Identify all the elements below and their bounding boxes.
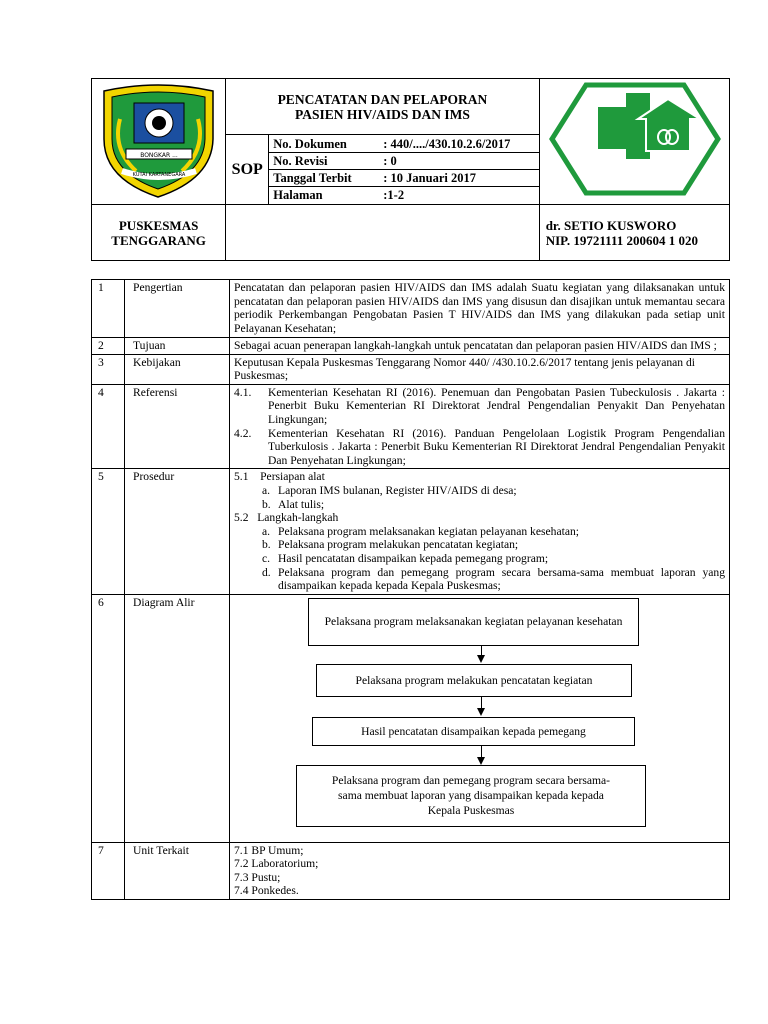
puskesmas-logo-cell [539,79,729,205]
document-field-value: :1-2 [383,188,405,203]
reference-item [234,386,725,427]
document-title-line1: PENCATATAN DAN PELAPORAN [277,91,488,107]
sop-body-table [91,279,730,900]
row-number: 5 [92,469,125,594]
list-item: 7.4 Ponkedes. [234,884,299,898]
emblem-motto-top: BONGKAR ... [140,152,178,159]
organization-location: TENGGARANG [111,232,206,248]
emblem-motto-bottom: KUTAI KARTANEGARA [132,172,186,178]
document-field-key: Halaman [273,188,323,203]
row-number: 4 [92,384,125,469]
section-number: 5.2 [234,511,249,525]
reference-number: 4.2. [234,426,252,440]
row-number: 2 [92,338,125,355]
table-row [92,384,730,469]
list-marker: b. [262,538,271,552]
procedure-cell [230,469,730,594]
regency-emblem-icon [92,79,225,199]
list-text: Alat tulis; [278,497,325,511]
signer-name: dr. SETIO KUSWORO [545,217,677,233]
purpose-text: Sebagai acuan penerapan langkah-langkah untuk pencatatan dan pelaporan pasien HIV/AIDS dan IMS ; [230,338,730,355]
document-title-line2: PASIEN HIV/AIDS DAN IMS [294,106,470,122]
document-fields [269,136,538,203]
reference-text: Kementerian Kesehatan RI (2016). Penemuan dan Pengobatan Pasien Tubeckulosis . Jakarta : Penerbit Buku Kementerian RI Direktorat Jendral Pengendalian Penyakit Dan Penyehatan Lingkungan; [268,385,725,426]
document-field-key: No. Revisi [273,154,328,169]
table-row [92,354,730,384]
reference-number: 4.1. [234,385,252,399]
section-title: Persiapan alat [260,470,325,484]
sop-header [91,78,730,261]
section-title: Langkah-langkah [257,511,339,525]
table-row [92,469,730,594]
flow-step-3 [312,717,635,746]
list-item [234,552,725,566]
reference-item [234,427,725,468]
list-item [234,525,725,539]
list-text: Pelaksana program melaksanakan kegiatan pelayanan kesehatan; [278,524,579,538]
signer-nip: NIP. 19721111 200604 1 020 [545,232,698,248]
reference-cell [230,384,730,469]
flow-step-2 [316,664,632,697]
list-marker: d. [262,565,271,579]
section-number: 5.1 [234,470,249,484]
flow-step-4 [296,765,646,827]
puskesmas-logo-icon [540,79,729,199]
list-marker: a. [262,483,271,497]
list-text: Laporan IMS bulanan, Register HIV/AIDS di desa; [278,483,517,497]
flow-step-text: Pelaksana program melakukan pencatatan kegiatan [355,673,593,687]
list-marker: a. [262,524,271,538]
policy-text: Keputusan Kepala Puskesmas Tenggarang Nomor 440/ /430.10.2.6/2017 tentang jenis pelayanan di Puskesmas; [230,354,730,384]
row-label: Tujuan [125,338,230,355]
flow-step-1 [308,598,639,646]
row-number: 6 [92,594,125,842]
arrow-down-icon [477,655,485,663]
document-field-value: : 10 Januari 2017 [383,171,476,186]
table-row [92,338,730,355]
list-item: 7.3 Pustu; [234,870,281,884]
document-field-row [269,136,538,152]
document-field-value: : 0 [383,154,397,169]
document-info-cell [269,135,539,205]
document-field-key: No. Dokumen [273,137,347,152]
list-item [234,538,725,552]
organization-cell [92,205,226,261]
list-text: Pelaksana program dan pemegang program secara bersama-sama membuat laporan yang disampaikan kepada kepada Kepala Puskesmas; [278,565,725,593]
organization-name: PUSKESMAS [118,217,199,233]
table-row [92,594,730,842]
document-field-row [269,186,538,203]
row-label: Prosedur [125,469,230,594]
flowchart [230,595,729,841]
list-item: 7.2 Laboratorium; [234,857,319,871]
sop-label: SOP [226,135,269,205]
blank-cell [226,205,539,261]
table-row [92,280,730,338]
document-field-value: : 440/..../430.10.2.6/2017 [383,137,511,152]
row-label: Pengertian [125,280,230,338]
list-marker: b. [262,497,271,511]
row-number: 3 [92,354,125,384]
document-field-row [269,169,538,186]
document-field-key: Tanggal Terbit [273,171,352,186]
list-item [234,484,725,498]
list-text: Hasil pencatatan disampaikan kepada pemegang program; [278,551,549,565]
flowchart-cell [230,594,730,842]
related-units-cell [230,842,730,899]
procedure-section-heading [234,511,725,525]
arrow-down-icon [477,757,485,765]
list-item: 7.1 BP Umum; [234,843,304,857]
row-number: 7 [92,842,125,899]
row-label: Referensi [125,384,230,469]
document-title-cell [226,79,539,135]
flow-step-text: Hasil pencatatan disampaikan kepada pemegang [361,724,586,738]
definition-text: Pencatatan dan pelaporan pasien HIV/AIDS dan IMS adalah Suatu kegiatan yang dilaksanakan untuk pencatatan dan pelaporan pasien HIV/AIDS dan IMS yang disusun dan disajikan untuk memantau secara periodik Perkembangan Pengobatan Pasien T HIV/AIDS dan IMS yang dilakukan pada setiap unit Pelayanan Kesehatan; [230,280,730,338]
flow-step-text: Pelaksana program dan pemegang program secara bersama-sama membuat laporan yang disampaikan kepada kepada Kepala Puskesmas [331,774,611,818]
list-marker: c. [262,551,271,565]
procedure-section-heading [234,470,725,484]
arrow-down-icon [477,708,485,716]
list-item [234,566,725,593]
row-label: Kebijakan [125,354,230,384]
reference-text: Kementerian Kesehatan RI (2016). Panduan Pengelolaan Logistik Program Pengendalian Tuberkulosis . Jakarta : Penerbit Buku Kementerian RI Direktorat Jendral Pengendalian Penyakit Dan Penyehatan Lingkungan; [268,426,725,467]
row-number: 1 [92,280,125,338]
signer-cell [539,205,729,261]
list-item [234,498,725,512]
table-row [92,842,730,899]
document-field-row [269,152,538,169]
row-label: Diagram Alir [125,594,230,842]
flow-step-text: Pelaksana program melaksanakan kegiatan pelayanan kesehatan [324,615,623,629]
regency-logo-cell [92,79,226,205]
row-label: Unit Terkait [125,842,230,899]
list-text: Pelaksana program melakukan pencatatan kegiatan; [278,538,519,552]
